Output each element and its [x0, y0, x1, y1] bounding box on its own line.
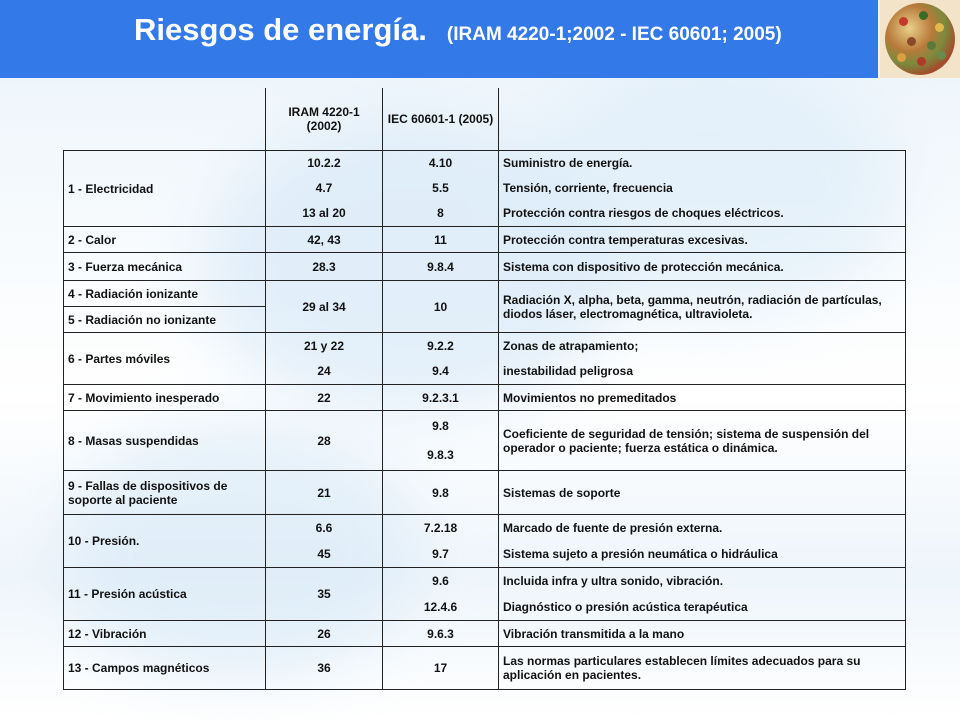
iec-cell: 7.2.18: [383, 515, 499, 541]
iec-cell: 9.8.4: [383, 253, 499, 281]
risk-label: 10 - Presión.: [64, 515, 266, 568]
table-row: [64, 333, 906, 359]
risk-label: 5 - Radiación no ionizante: [64, 307, 266, 333]
iec-cell: 4.10: [383, 151, 499, 175]
table-row: [64, 568, 906, 594]
iram-cell: 35: [266, 568, 383, 621]
iec-cell: 9.8.3: [383, 441, 499, 471]
iec-cell: 5.5: [383, 175, 499, 201]
table-row: [64, 471, 906, 515]
desc-cell: Protección contra temperaturas excesivas.: [499, 227, 906, 253]
risk-label: 8 - Masas suspendidas: [64, 411, 266, 471]
risk-label: 3 - Fuerza mecánica: [64, 253, 266, 281]
iec-cell: 9.4: [383, 359, 499, 385]
desc-cell: Suministro de energía.: [499, 151, 906, 175]
logo-image-icon: [885, 3, 955, 75]
iram-cell: 45: [266, 541, 383, 568]
iec-cell: 9.7: [383, 541, 499, 568]
iram-cell: 10.2.2: [266, 151, 383, 175]
desc-cell: Tensión, corriente, frecuencia: [499, 175, 906, 201]
iec-cell: 8: [383, 201, 499, 227]
iram-cell: 4.7: [266, 175, 383, 201]
iram-cell: 21 y 22: [266, 333, 383, 359]
iec-cell: 11: [383, 227, 499, 253]
iec-cell: 9.2.3.1: [383, 385, 499, 411]
table-row: [64, 151, 906, 175]
iec-cell: 9.8: [383, 471, 499, 515]
risk-label: 7 - Movimiento inesperado: [64, 385, 266, 411]
table-row: [64, 621, 906, 647]
table-row: [64, 411, 906, 441]
header-bar: [0, 0, 878, 78]
iram-cell: 24: [266, 359, 383, 385]
iec-cell: 9.8: [383, 411, 499, 441]
desc-cell: Sistema sujeto a presión neumática o hidráulica: [499, 541, 906, 568]
desc-cell: Radiación X, alpha, beta, gamma, neutrón, radiación de partículas, diodos láser, electromagnética, ultravioleta.: [499, 281, 906, 333]
risk-label: 1 - Electricidad: [64, 151, 266, 227]
page-title: [134, 12, 782, 48]
header-empty-cell: [64, 88, 266, 151]
title-subtitle: (IRAM 4220-1;2002 - IEC 60601; 2005): [446, 24, 782, 45]
iram-cell: 42, 43: [266, 227, 383, 253]
iec-cell: 12.4.6: [383, 594, 499, 621]
risk-label: 2 - Calor: [64, 227, 266, 253]
iec-cell: 9.6: [383, 568, 499, 594]
iec-cell: 10: [383, 281, 499, 333]
desc-cell: Coeficiente de seguridad de tensión; sistema de suspensión del operador o paciente; fuerza estática o dinámica.: [499, 411, 906, 471]
iram-cell: 6.6: [266, 515, 383, 541]
iram-cell: 22: [266, 385, 383, 411]
iram-cell: 26: [266, 621, 383, 647]
table-row: [64, 515, 906, 541]
iram-cell: 13 al 20: [266, 201, 383, 227]
desc-cell: Movimientos no premeditados: [499, 385, 906, 411]
desc-cell: Zonas de atrapamiento;: [499, 333, 906, 359]
iram-cell: 28.3: [266, 253, 383, 281]
iram-cell: 21: [266, 471, 383, 515]
desc-cell: Incluida infra y ultra sonido, vibración.: [499, 568, 906, 594]
desc-cell: Protección contra riesgos de choques eléctricos.: [499, 201, 906, 227]
iec-cell: 17: [383, 647, 499, 690]
desc-cell: Diagnóstico o presión acústica terapéutica: [499, 594, 906, 621]
table-row: [64, 227, 906, 253]
risk-table: [63, 88, 906, 690]
desc-cell: Sistemas de soporte: [499, 471, 906, 515]
risk-label: 13 - Campos magnéticos: [64, 647, 266, 690]
table-header-row: [64, 88, 906, 151]
desc-cell: Las normas particulares establecen límites adecuados para su aplicación en pacientes.: [499, 647, 906, 690]
risk-label: 6 - Partes móviles: [64, 333, 266, 385]
table-row: [64, 647, 906, 690]
desc-cell: Sistema con dispositivo de protección mecánica.: [499, 253, 906, 281]
risk-label: 12 - Vibración: [64, 621, 266, 647]
risk-label: 9 - Fallas de dispositivos de soporte al paciente: [64, 471, 266, 515]
iec-cell: 9.6.3: [383, 621, 499, 647]
iram-cell: 28: [266, 411, 383, 471]
desc-cell: inestabilidad peligrosa: [499, 359, 906, 385]
iram-cell: 29 al 34: [266, 281, 383, 333]
header-iec: IEC 60601-1 (2005): [383, 88, 499, 151]
iec-cell: 9.2.2: [383, 333, 499, 359]
header-iram: IRAM 4220-1 (2002): [266, 88, 383, 151]
table-row: [64, 385, 906, 411]
iram-cell: 36: [266, 647, 383, 690]
table-row: [64, 253, 906, 281]
risk-label: 4 - Radiación ionizante: [64, 281, 266, 307]
title-main: Riesgos de energía.: [134, 12, 427, 47]
header-desc-empty: [499, 88, 906, 151]
table-row: [64, 281, 906, 307]
risk-label: 11 - Presión acústica: [64, 568, 266, 621]
desc-cell: Marcado de fuente de presión externa.: [499, 515, 906, 541]
logo: [880, 0, 960, 78]
desc-cell: Vibración transmitida a la mano: [499, 621, 906, 647]
